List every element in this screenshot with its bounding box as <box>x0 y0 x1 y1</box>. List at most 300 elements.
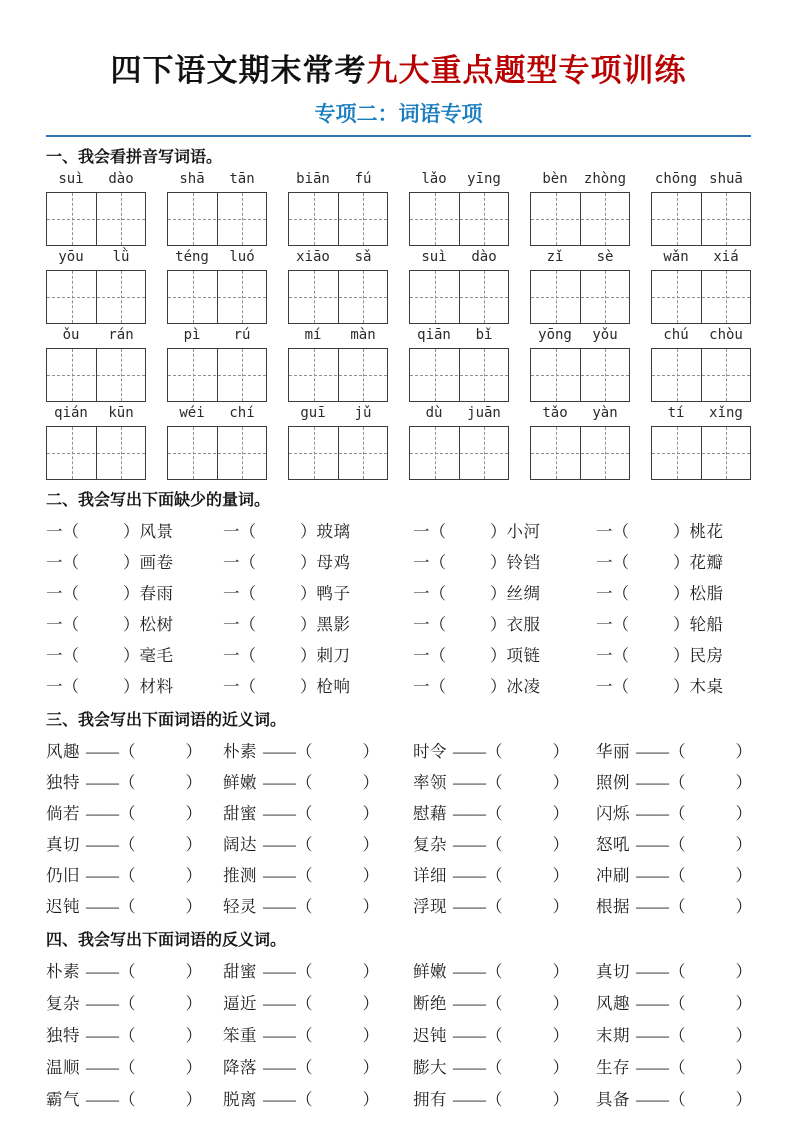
pinyin-item <box>651 405 751 480</box>
quantifier-open-paren: 一（ <box>596 552 629 572</box>
dash-open-paren: ——（ <box>263 865 313 885</box>
pinyin-syllable: shā <box>179 171 205 188</box>
close-paren: ） <box>123 614 140 634</box>
pinyin-syllable: zǐ <box>546 249 564 266</box>
character-writing-box <box>288 426 388 480</box>
prompt-word: 风趣 <box>46 741 80 761</box>
dash-open-paren: ——（ <box>453 962 503 982</box>
writing-box-left-square <box>289 427 339 479</box>
pinyin-syllable: xiá <box>713 249 739 266</box>
noun-word: 画卷 <box>139 552 174 572</box>
noun-word: 桃花 <box>689 521 724 541</box>
pinyin-label <box>288 327 388 348</box>
close-paren: ） <box>123 521 140 541</box>
blank-fill-item <box>596 1082 752 1114</box>
close-paren: ） <box>362 772 379 792</box>
writing-box-left-square <box>289 349 339 401</box>
noun-word: 丝绸 <box>506 583 541 603</box>
close-paren: ） <box>185 896 202 916</box>
pinyin-item <box>651 327 751 402</box>
blank-fill-item <box>223 765 413 796</box>
noun-word: 花瓣 <box>689 552 724 572</box>
pinyin-label <box>288 405 388 426</box>
character-writing-box <box>409 192 509 246</box>
pinyin-item <box>46 249 146 324</box>
close-paren: ） <box>362 834 379 854</box>
blank-fill-item <box>46 796 223 827</box>
blank-fill-item <box>46 889 223 920</box>
character-writing-box <box>651 348 751 402</box>
quantifier-open-paren: 一（ <box>46 521 79 541</box>
close-paren: ） <box>300 583 317 603</box>
blank-fill-item <box>596 576 751 607</box>
blank-fill-item <box>413 514 596 545</box>
writing-box-right-square <box>459 193 508 245</box>
section2-heading: 二、我会写出下面缺少的量词。 <box>46 492 271 510</box>
close-paren: ） <box>552 803 569 823</box>
pinyin-syllable: yīng <box>467 171 501 188</box>
blank-fill-item <box>596 954 752 986</box>
quantifier-open-paren: 一（ <box>413 583 446 603</box>
character-writing-box <box>167 426 267 480</box>
dash-open-paren: ——（ <box>453 1058 503 1078</box>
noun-word: 枪响 <box>316 676 351 696</box>
dash-open-paren: ——（ <box>263 1058 313 1078</box>
blank-fill-item <box>596 607 751 638</box>
pinyin-item <box>651 249 751 324</box>
prompt-word: 闪烁 <box>596 803 630 823</box>
pinyin-item <box>651 171 751 246</box>
quantifier-open-paren: 一（ <box>223 614 256 634</box>
blank-fill-item <box>596 1018 752 1050</box>
writing-box-left-square <box>47 427 97 479</box>
blank-fill-item <box>413 669 596 700</box>
pinyin-item <box>167 171 267 246</box>
blank-fill-item <box>46 858 223 889</box>
writing-box-right-square <box>701 271 750 323</box>
dash-open-paren: ——（ <box>453 803 503 823</box>
pinyin-label <box>46 249 146 270</box>
close-paren: ） <box>735 896 752 916</box>
pinyin-syllable: wéi <box>179 405 205 422</box>
pinyin-item <box>46 171 146 246</box>
close-paren: ） <box>300 552 317 572</box>
pinyin-syllable: dù <box>425 405 443 422</box>
dash-open-paren: ——（ <box>453 1090 503 1110</box>
close-paren: ） <box>490 614 507 634</box>
blank-fill-item <box>46 734 223 765</box>
pinyin-item <box>167 327 267 402</box>
blank-fill-item <box>413 607 596 638</box>
writing-box-left-square <box>168 349 218 401</box>
prompt-word: 怒吼 <box>596 834 630 854</box>
dash-open-paren: ——（ <box>263 772 313 792</box>
prompt-word: 独特 <box>46 1026 80 1046</box>
pinyin-syllable: sǎ <box>354 249 372 266</box>
noun-word: 毫毛 <box>139 645 174 665</box>
dash-open-paren: ——（ <box>453 834 503 854</box>
dash-open-paren: ——（ <box>263 834 313 854</box>
blank-fill-item <box>46 607 223 638</box>
close-paren: ） <box>552 1058 569 1078</box>
blue-divider-line <box>46 135 751 137</box>
writing-box-left-square <box>652 427 702 479</box>
blank-fill-item <box>46 1018 223 1050</box>
blank-fill-item <box>223 734 413 765</box>
noun-word: 木桌 <box>689 676 724 696</box>
dash-open-paren: ——（ <box>263 1026 313 1046</box>
close-paren: ） <box>185 1058 202 1078</box>
quantifier-open-paren: 一（ <box>46 552 79 572</box>
pinyin-row <box>46 327 751 402</box>
character-writing-box <box>409 426 509 480</box>
prompt-word: 逼近 <box>223 994 257 1014</box>
writing-box-left-square <box>410 193 460 245</box>
dash-open-paren: ——（ <box>263 896 313 916</box>
blank-fill-item <box>46 545 223 576</box>
prompt-word: 膨大 <box>413 1058 447 1078</box>
blank-fill-item <box>46 827 223 858</box>
blank-fill-item <box>413 796 596 827</box>
pinyin-syllable: qián <box>54 405 88 422</box>
pinyin-syllable: rú <box>233 327 251 344</box>
pinyin-syllable: màn <box>350 327 376 344</box>
prompt-word: 复杂 <box>413 834 447 854</box>
dash-open-paren: ——（ <box>263 1090 313 1110</box>
blank-fill-item <box>46 765 223 796</box>
close-paren: ） <box>552 834 569 854</box>
dash-open-paren: ——（ <box>453 741 503 761</box>
quantifier-open-paren: 一（ <box>596 521 629 541</box>
quantifier-open-paren: 一（ <box>223 676 256 696</box>
close-paren: ） <box>552 896 569 916</box>
pinyin-row <box>46 171 751 246</box>
pinyin-item <box>409 327 509 402</box>
dash-open-paren: ——（ <box>86 962 136 982</box>
blank-fill-item <box>223 514 413 545</box>
character-writing-box <box>288 270 388 324</box>
writing-box-right-square <box>96 349 145 401</box>
dash-open-paren: ——（ <box>86 896 136 916</box>
writing-box-left-square <box>168 193 218 245</box>
pinyin-syllable: biān <box>296 171 330 188</box>
pinyin-syllable: suì <box>421 249 447 266</box>
prompt-word: 详细 <box>413 865 447 885</box>
close-paren: ） <box>185 803 202 823</box>
prompt-word: 冲刷 <box>596 865 630 885</box>
blank-fill-item <box>413 576 596 607</box>
pinyin-label <box>530 249 630 270</box>
blank-fill-item <box>46 669 223 700</box>
writing-box-left-square <box>168 427 218 479</box>
blank-fill-item <box>413 1018 596 1050</box>
prompt-word: 推测 <box>223 865 257 885</box>
quantifier-open-paren: 一（ <box>413 521 446 541</box>
pinyin-syllable: yōng <box>538 327 572 344</box>
prompt-word: 笨重 <box>223 1026 257 1046</box>
close-paren: ） <box>362 1090 379 1110</box>
character-writing-box <box>530 426 630 480</box>
pinyin-item <box>409 249 509 324</box>
pinyin-syllable: luó <box>229 249 255 266</box>
pinyin-item <box>530 249 630 324</box>
pinyin-syllable: qiān <box>417 327 451 344</box>
dash-open-paren: ——（ <box>453 772 503 792</box>
prompt-word: 慰藉 <box>413 803 447 823</box>
close-paren: ） <box>735 865 752 885</box>
writing-box-right-square <box>338 349 387 401</box>
pinyin-syllable: yǒu <box>592 327 618 344</box>
writing-box-left-square <box>531 427 581 479</box>
blank-fill-item <box>223 1082 413 1114</box>
pinyin-syllable: jǔ <box>354 405 372 422</box>
close-paren: ） <box>735 803 752 823</box>
pinyin-label <box>651 405 751 426</box>
writing-box-left-square <box>652 271 702 323</box>
close-paren: ） <box>735 962 752 982</box>
close-paren: ） <box>185 834 202 854</box>
pinyin-syllable: kūn <box>108 405 134 422</box>
writing-box-left-square <box>47 193 97 245</box>
writing-box-left-square <box>652 193 702 245</box>
close-paren: ） <box>490 583 507 603</box>
character-writing-box <box>167 270 267 324</box>
writing-box-right-square <box>459 271 508 323</box>
prompt-word: 拥有 <box>413 1090 447 1110</box>
close-paren: ） <box>735 1058 752 1078</box>
pinyin-item <box>530 171 630 246</box>
pinyin-syllable: wǎn <box>663 249 689 266</box>
prompt-word: 轻灵 <box>223 896 257 916</box>
blank-fill-item <box>596 796 752 827</box>
blank-fill-item <box>596 858 752 889</box>
pinyin-item <box>167 249 267 324</box>
dash-open-paren: ——（ <box>86 741 136 761</box>
dash-open-paren: ——（ <box>263 741 313 761</box>
prompt-word: 末期 <box>596 1026 630 1046</box>
close-paren: ） <box>362 803 379 823</box>
pinyin-syllable: chòu <box>709 327 743 344</box>
pinyin-syllable: bǐ <box>475 327 493 344</box>
writing-box-left-square <box>289 193 339 245</box>
close-paren: ） <box>300 521 317 541</box>
noun-word: 松树 <box>139 614 174 634</box>
noun-word: 轮船 <box>689 614 724 634</box>
close-paren: ） <box>552 772 569 792</box>
character-writing-box <box>651 270 751 324</box>
prompt-word: 迟钝 <box>46 896 80 916</box>
measure-word-grid <box>46 514 751 700</box>
pinyin-label <box>409 405 509 426</box>
close-paren: ） <box>735 1090 752 1110</box>
pinyin-label <box>46 171 146 192</box>
blank-fill-item <box>46 1082 223 1114</box>
noun-word: 松脂 <box>689 583 724 603</box>
blank-fill-item <box>413 734 596 765</box>
quantifier-open-paren: 一（ <box>46 676 79 696</box>
writing-box-right-square <box>338 427 387 479</box>
title-black-part: 四下语文期末常考 <box>110 53 367 88</box>
quantifier-open-paren: 一（ <box>413 552 446 572</box>
writing-box-left-square <box>652 349 702 401</box>
pinyin-syllable: yàn <box>592 405 618 422</box>
writing-box-left-square <box>410 271 460 323</box>
pinyin-syllable: zhòng <box>583 171 627 188</box>
writing-box-right-square <box>338 271 387 323</box>
writing-box-left-square <box>410 349 460 401</box>
quantifier-open-paren: 一（ <box>596 614 629 634</box>
writing-box-left-square <box>289 271 339 323</box>
dash-open-paren: ——（ <box>636 1058 686 1078</box>
dash-open-paren: ——（ <box>263 803 313 823</box>
close-paren: ） <box>185 994 202 1014</box>
prompt-word: 朴素 <box>46 962 80 982</box>
close-paren: ） <box>123 676 140 696</box>
prompt-word: 降落 <box>223 1058 257 1078</box>
close-paren: ） <box>185 741 202 761</box>
writing-box-right-square <box>217 271 266 323</box>
writing-box-right-square <box>580 193 629 245</box>
prompt-word: 复杂 <box>46 994 80 1014</box>
dash-open-paren: ——（ <box>86 772 136 792</box>
pinyin-syllable: shuā <box>709 171 743 188</box>
blank-fill-item <box>46 576 223 607</box>
noun-word: 冰凌 <box>506 676 541 696</box>
pinyin-label <box>409 327 509 348</box>
pinyin-label <box>288 249 388 270</box>
prompt-word: 仍旧 <box>46 865 80 885</box>
writing-box-right-square <box>459 349 508 401</box>
blank-fill-item <box>223 669 413 700</box>
writing-box-right-square <box>96 193 145 245</box>
prompt-word: 阔达 <box>223 834 257 854</box>
prompt-word: 倘若 <box>46 803 80 823</box>
page-subtitle: 专项二：词语专项 <box>314 103 483 127</box>
prompt-word: 风趣 <box>596 994 630 1014</box>
close-paren: ） <box>362 962 379 982</box>
writing-box-right-square <box>338 193 387 245</box>
prompt-word: 甜蜜 <box>223 803 257 823</box>
noun-word: 铃铛 <box>506 552 541 572</box>
pinyin-syllable: dào <box>471 249 497 266</box>
pinyin-syllable: chú <box>663 327 689 344</box>
pinyin-item <box>530 327 630 402</box>
writing-box-left-square <box>168 271 218 323</box>
close-paren: ） <box>362 741 379 761</box>
close-paren: ） <box>123 552 140 572</box>
pinyin-syllable: rán <box>108 327 134 344</box>
character-writing-box <box>409 348 509 402</box>
blank-fill-item <box>46 986 223 1018</box>
prompt-word: 霸气 <box>46 1090 80 1110</box>
noun-word: 春雨 <box>139 583 174 603</box>
quantifier-open-paren: 一（ <box>413 645 446 665</box>
blank-fill-item <box>223 638 413 669</box>
prompt-word: 鲜嫩 <box>223 772 257 792</box>
writing-box-right-square <box>217 193 266 245</box>
writing-box-right-square <box>217 427 266 479</box>
close-paren: ） <box>735 994 752 1014</box>
pinyin-syllable: xiāo <box>296 249 330 266</box>
prompt-word: 根据 <box>596 896 630 916</box>
pinyin-item <box>46 405 146 480</box>
writing-box-right-square <box>701 427 750 479</box>
pinyin-item <box>530 405 630 480</box>
quantifier-open-paren: 一（ <box>223 521 256 541</box>
pinyin-syllable: sè <box>596 249 614 266</box>
quantifier-open-paren: 一（ <box>46 614 79 634</box>
close-paren: ） <box>362 896 379 916</box>
prompt-word: 迟钝 <box>413 1026 447 1046</box>
prompt-word: 温顺 <box>46 1058 80 1078</box>
pinyin-syllable: chí <box>229 405 255 422</box>
blank-fill-item <box>223 796 413 827</box>
noun-word: 刺刀 <box>316 645 351 665</box>
quantifier-open-paren: 一（ <box>223 552 256 572</box>
pinyin-label <box>651 171 751 192</box>
blank-fill-item <box>596 545 751 576</box>
blank-fill-item <box>413 827 596 858</box>
quantifier-open-paren: 一（ <box>596 676 629 696</box>
pinyin-syllable: tǎo <box>542 405 568 422</box>
dash-open-paren: ——（ <box>263 962 313 982</box>
pinyin-label <box>46 327 146 348</box>
pinyin-item <box>167 405 267 480</box>
writing-box-left-square <box>531 349 581 401</box>
blank-fill-item <box>596 638 751 669</box>
character-writing-box <box>651 192 751 246</box>
blank-fill-item <box>223 986 413 1018</box>
pinyin-item <box>288 327 388 402</box>
pinyin-syllable: bèn <box>542 171 568 188</box>
writing-box-right-square <box>96 271 145 323</box>
writing-box-right-square <box>217 349 266 401</box>
section4-heading: 四、我会写出下面词语的反义词。 <box>46 932 287 950</box>
close-paren: ） <box>673 676 690 696</box>
quantifier-open-paren: 一（ <box>223 645 256 665</box>
prompt-word: 断绝 <box>413 994 447 1014</box>
character-writing-box <box>530 348 630 402</box>
blank-fill-item <box>413 638 596 669</box>
close-paren: ） <box>123 645 140 665</box>
prompt-word: 照例 <box>596 772 630 792</box>
prompt-word: 率领 <box>413 772 447 792</box>
pinyin-item <box>409 405 509 480</box>
writing-box-left-square <box>531 271 581 323</box>
pinyin-label <box>46 405 146 426</box>
noun-word: 母鸡 <box>316 552 351 572</box>
dash-open-paren: ——（ <box>453 994 503 1014</box>
blank-fill-item <box>413 858 596 889</box>
noun-word: 风景 <box>139 521 174 541</box>
close-paren: ） <box>673 583 690 603</box>
writing-box-right-square <box>701 349 750 401</box>
dash-open-paren: ——（ <box>636 803 686 823</box>
close-paren: ） <box>362 1026 379 1046</box>
dash-open-paren: ——（ <box>636 994 686 1014</box>
close-paren: ） <box>552 741 569 761</box>
character-writing-box <box>530 192 630 246</box>
blank-fill-item <box>223 607 413 638</box>
pinyin-item <box>288 171 388 246</box>
pinyin-label <box>167 249 267 270</box>
close-paren: ） <box>300 614 317 634</box>
dash-open-paren: ——（ <box>86 1090 136 1110</box>
writing-box-right-square <box>580 271 629 323</box>
pinyin-label <box>288 171 388 192</box>
noun-word: 项链 <box>506 645 541 665</box>
noun-word: 鸭子 <box>316 583 351 603</box>
